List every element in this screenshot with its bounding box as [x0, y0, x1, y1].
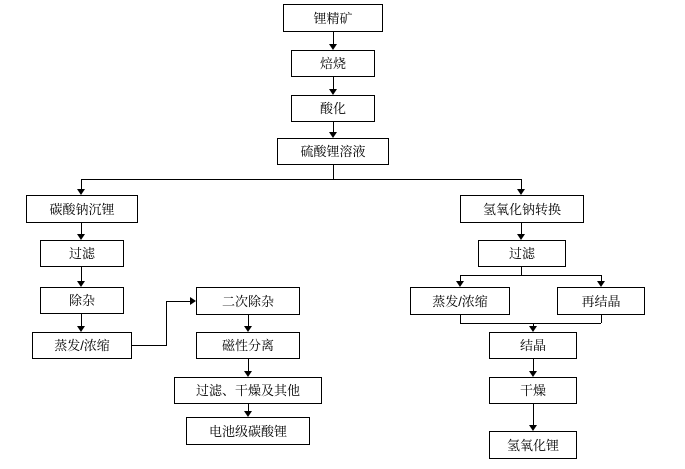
node-label: 氢氧化钠转换: [482, 201, 561, 217]
node-label: 氢氧化锂: [506, 437, 559, 453]
arrowhead-dry: [529, 371, 537, 377]
bus-merge-crystal: [460, 323, 601, 324]
arrowhead-impurity: [77, 281, 85, 287]
arrowhead-lioh: [529, 425, 537, 431]
node-label: 干燥: [519, 383, 546, 398]
node-recrystallization[interactable]: [557, 287, 645, 315]
arrowhead-crystal: [529, 326, 537, 332]
bus-split-filter2: [460, 275, 601, 276]
arrowhead-evap2: [456, 281, 464, 287]
arrowhead-roast: [329, 44, 337, 50]
node-evaporation-concentration-left[interactable]: [32, 332, 132, 359]
connector-impurity-evap1: [81, 314, 82, 326]
node-drying[interactable]: [489, 377, 577, 404]
arrowhead-filter2: [517, 234, 525, 240]
connector-recryst-merge: [601, 315, 602, 323]
connector-filter2-bus: [521, 267, 522, 275]
arrowhead-impurity2: [190, 297, 196, 305]
node-lithium-sulfate-solution[interactable]: [277, 138, 389, 165]
node-acidify[interactable]: [291, 95, 375, 122]
connector-li2so4-bus: [333, 165, 334, 179]
node-lithium-hydroxide[interactable]: [489, 431, 577, 459]
arrowhead-magnetic: [244, 326, 252, 332]
node-impurity-removal[interactable]: [40, 287, 124, 314]
connector-naoh-filter2: [521, 223, 522, 234]
node-label: 锂精矿: [313, 10, 353, 26]
arrowhead-naoh: [517, 189, 525, 195]
arrowhead-filter1: [77, 234, 85, 240]
arrowhead-recryst: [597, 281, 605, 287]
node-label: 蒸发/浓缩: [432, 293, 488, 309]
connector-filterdry-batterygrade: [248, 404, 249, 411]
connector-magnetic-filterdry: [248, 359, 249, 371]
node-label: 碳酸钠沉锂: [49, 201, 115, 217]
node-evaporation-concentration-right[interactable]: [410, 287, 510, 315]
connector-bus-na2co3: [81, 179, 82, 189]
node-label: 过滤、干燥及其他: [195, 383, 300, 398]
node-crystallization[interactable]: [489, 332, 577, 359]
node-magnetic-separation[interactable]: [196, 332, 300, 359]
connector-bus-naoh: [521, 179, 522, 189]
arrowhead-batterygrade: [244, 411, 252, 417]
connector-dry-lioh: [533, 404, 534, 425]
bus-split-top: [81, 179, 522, 180]
arrowhead-na2co3: [77, 189, 85, 195]
node-sodium-hydroxide-conversion[interactable]: [460, 195, 584, 223]
node-label: 电池级碳酸锂: [208, 423, 287, 439]
node-secondary-impurity-removal[interactable]: [196, 287, 300, 315]
node-filtration-right[interactable]: [478, 240, 566, 267]
connector-impurity2-magnetic: [248, 315, 249, 326]
connector-filter1-impurity: [81, 267, 82, 281]
node-filtration-left[interactable]: [40, 240, 124, 267]
node-label: 蒸发/浓缩: [54, 338, 110, 353]
node-label: 过滤: [508, 246, 535, 261]
node-battery-grade-lithium-carbonate[interactable]: [186, 417, 310, 445]
node-roast[interactable]: [291, 50, 375, 77]
node-sodium-carbonate-precipitation[interactable]: [26, 195, 138, 223]
node-label: 硫酸锂溶液: [300, 144, 366, 159]
node-ore[interactable]: [283, 4, 383, 32]
connector-evap2-merge: [460, 315, 461, 323]
arrowhead-evap1: [77, 326, 85, 332]
connector-evap1-elbow-v: [166, 301, 167, 346]
arrowhead-acidify: [329, 89, 337, 95]
node-label: 酸化: [319, 101, 346, 116]
node-label: 除杂: [68, 293, 95, 308]
connector-elbow-impurity2-h: [166, 301, 190, 302]
node-label: 磁性分离: [221, 338, 274, 353]
node-filtration-drying-other[interactable]: [174, 377, 322, 404]
connector-evap1-elbow-h: [132, 345, 166, 346]
node-label: 再结晶: [581, 293, 621, 309]
node-label: 二次除杂: [221, 293, 274, 309]
arrowhead-filterdry: [244, 371, 252, 377]
connector-acidify-li2so4: [333, 122, 334, 132]
connector-ore-roast: [333, 32, 334, 44]
node-label: 过滤: [68, 246, 95, 261]
connector-na2co3-filter1: [81, 223, 82, 234]
connector-roast-acidify: [333, 77, 334, 89]
node-label: 结晶: [519, 338, 546, 353]
arrowhead-li2so4: [329, 132, 337, 138]
connector-crystal-dry: [533, 359, 534, 371]
node-label: 焙烧: [319, 56, 346, 71]
